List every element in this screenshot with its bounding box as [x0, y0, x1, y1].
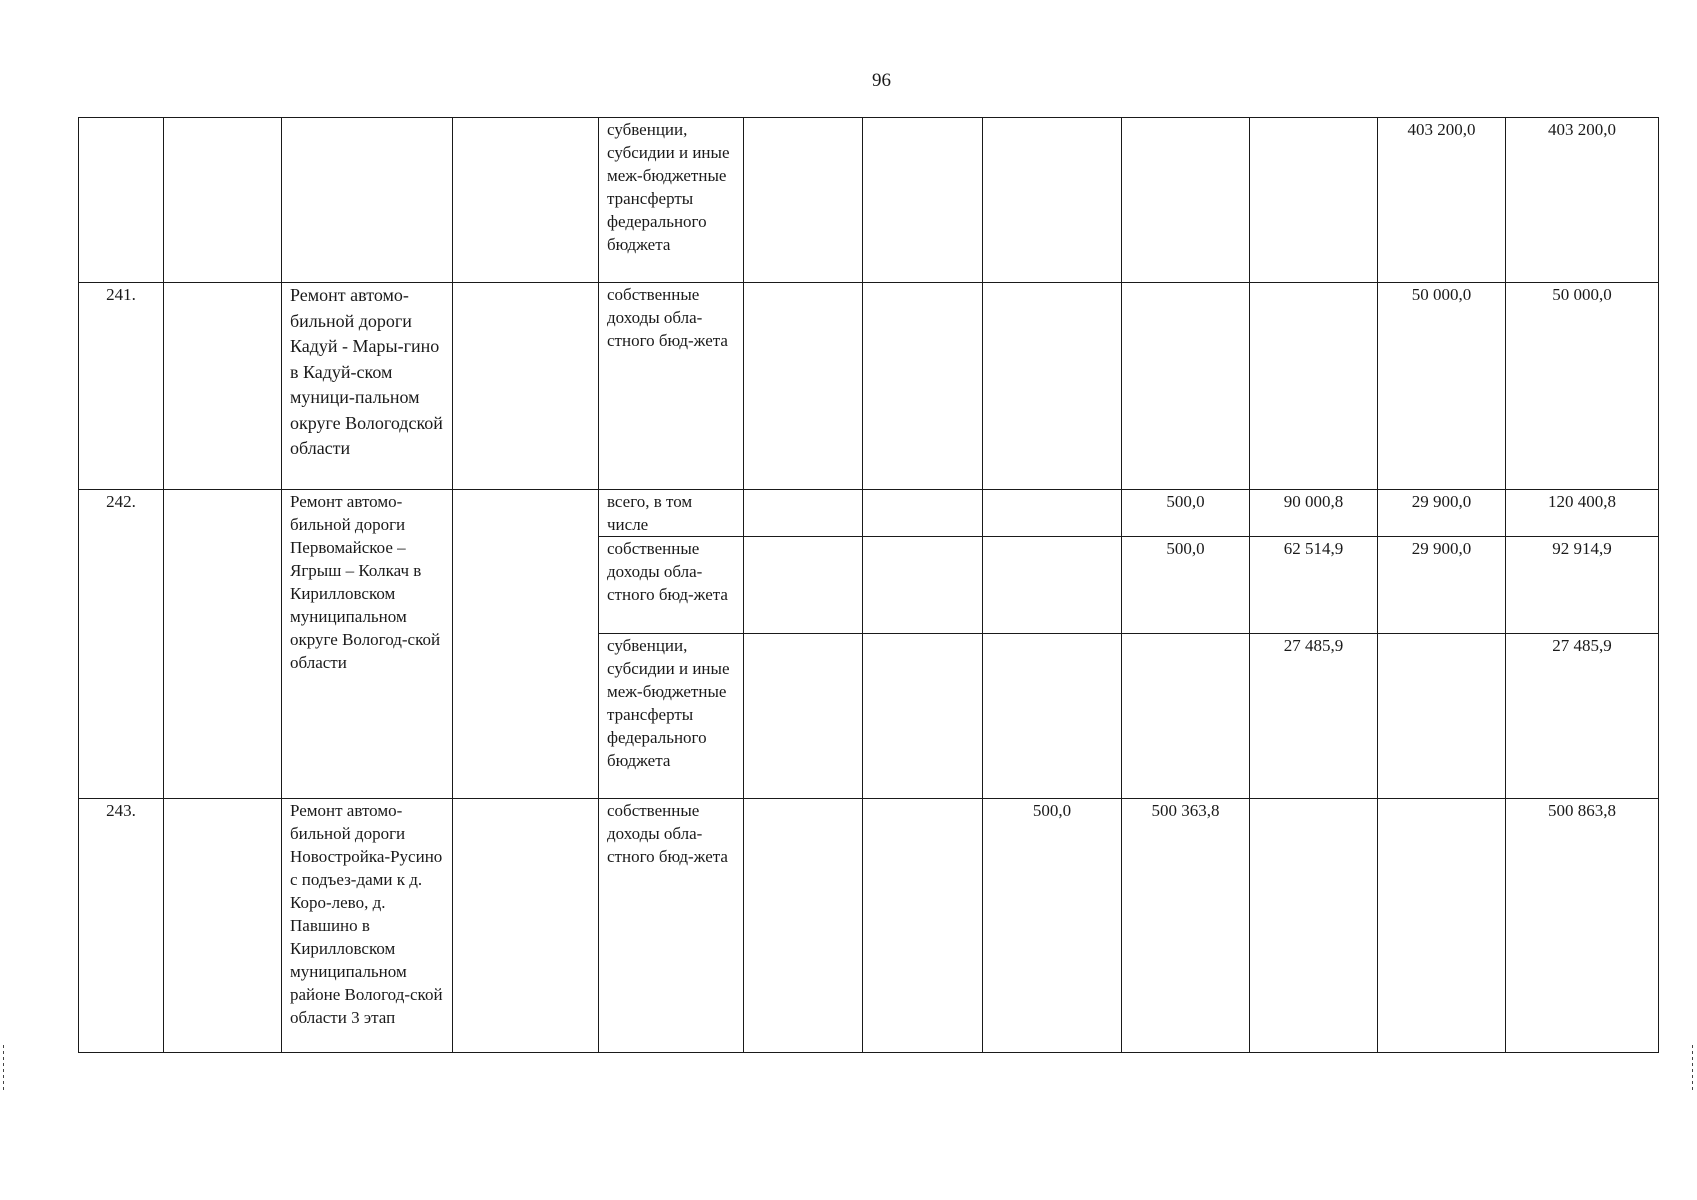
- value-cell: [863, 283, 983, 490]
- value-cell: 500,0: [983, 799, 1122, 1053]
- total-cell: 500 863,8: [1506, 799, 1659, 1053]
- row-index: [79, 118, 164, 283]
- value-cell: [744, 283, 863, 490]
- value-cell: [1250, 283, 1378, 490]
- value-cell: 29 900,0: [1378, 537, 1506, 634]
- value-cell: [983, 283, 1122, 490]
- row-index: 243.: [79, 799, 164, 1053]
- value-cell: [744, 118, 863, 283]
- value-cell: [1250, 799, 1378, 1053]
- value-cell: [744, 634, 863, 799]
- object-name: Ремонт автомо-бильной дороги Первомайское – Ягрыш – Колкач в Кирилловском муниципальном округе Вологод-ской области: [282, 490, 453, 799]
- row-index: 241.: [79, 283, 164, 490]
- funding-source: собственные доходы обла-стного бюд-жета: [599, 537, 744, 634]
- value-cell: [983, 634, 1122, 799]
- value-cell: 403 200,0: [1378, 118, 1506, 283]
- funding-source: собственные доходы обла-стного бюд-жета: [599, 283, 744, 490]
- value-cell: [983, 118, 1122, 283]
- funding-source: собственные доходы обла-стного бюд-жета: [599, 799, 744, 1053]
- total-cell: 120 400,8: [1506, 490, 1659, 537]
- value-cell: 62 514,9: [1250, 537, 1378, 634]
- value-cell: [1122, 118, 1250, 283]
- funding-source: субвенции, субсидии и иные меж-бюджетные трансферты федерального бюджета: [599, 118, 744, 283]
- total-cell: 92 914,9: [1506, 537, 1659, 634]
- cell-empty: [164, 283, 282, 490]
- value-cell: [1122, 283, 1250, 490]
- value-cell: [863, 537, 983, 634]
- total-cell: 27 485,9: [1506, 634, 1659, 799]
- cell-empty: [164, 118, 282, 283]
- table-row: [79, 799, 1659, 1053]
- value-cell: [1122, 634, 1250, 799]
- cell-empty: [164, 490, 282, 799]
- cell-empty: [453, 283, 599, 490]
- value-cell: [1378, 799, 1506, 1053]
- value-cell: 27 485,9: [1250, 634, 1378, 799]
- value-cell: 500 363,8: [1122, 799, 1250, 1053]
- table-row: [79, 490, 1659, 537]
- total-cell: 403 200,0: [1506, 118, 1659, 283]
- value-cell: [744, 799, 863, 1053]
- table-row: [79, 118, 1659, 283]
- page-number: 96: [872, 70, 891, 91]
- value-cell: 50 000,0: [1378, 283, 1506, 490]
- value-cell: [744, 537, 863, 634]
- cell-empty: [453, 490, 599, 799]
- value-cell: 500,0: [1122, 490, 1250, 537]
- funding-source: всего, в том числе: [599, 490, 744, 537]
- value-cell: 90 000,8: [1250, 490, 1378, 537]
- value-cell: [863, 634, 983, 799]
- value-cell: 500,0: [1122, 537, 1250, 634]
- row-index: 242.: [79, 490, 164, 799]
- object-name: Ремонт автомо-бильной дороги Новостройка-Русино с подъез-дами к д. Коро-лево, д. Павшино в Кирилловском муниципальном районе Вологод-ской области 3 этап: [282, 799, 453, 1053]
- object-name: Ремонт автомо-бильной дороги Кадуй - Мары-гино в Кадуй-ском муници-пальном округе Вологодской области: [282, 283, 453, 490]
- cell-empty: [164, 799, 282, 1053]
- value-cell: 29 900,0: [1378, 490, 1506, 537]
- value-cell: [863, 490, 983, 537]
- total-cell: 50 000,0: [1506, 283, 1659, 490]
- value-cell: [863, 118, 983, 283]
- budget-table: [78, 117, 1659, 1053]
- value-cell: [744, 490, 863, 537]
- funding-source: субвенции, субсидии и иные меж-бюджетные трансферты федерального бюджета: [599, 634, 744, 799]
- value-cell: [983, 537, 1122, 634]
- object-name: [282, 118, 453, 283]
- table-row: [79, 283, 1659, 490]
- value-cell: [1250, 118, 1378, 283]
- value-cell: [983, 490, 1122, 537]
- cell-empty: [453, 799, 599, 1053]
- value-cell: [1378, 634, 1506, 799]
- cell-empty: [453, 118, 599, 283]
- scan-edge-mark: [1692, 1045, 1693, 1090]
- scan-edge-mark: [3, 1045, 4, 1090]
- value-cell: [863, 799, 983, 1053]
